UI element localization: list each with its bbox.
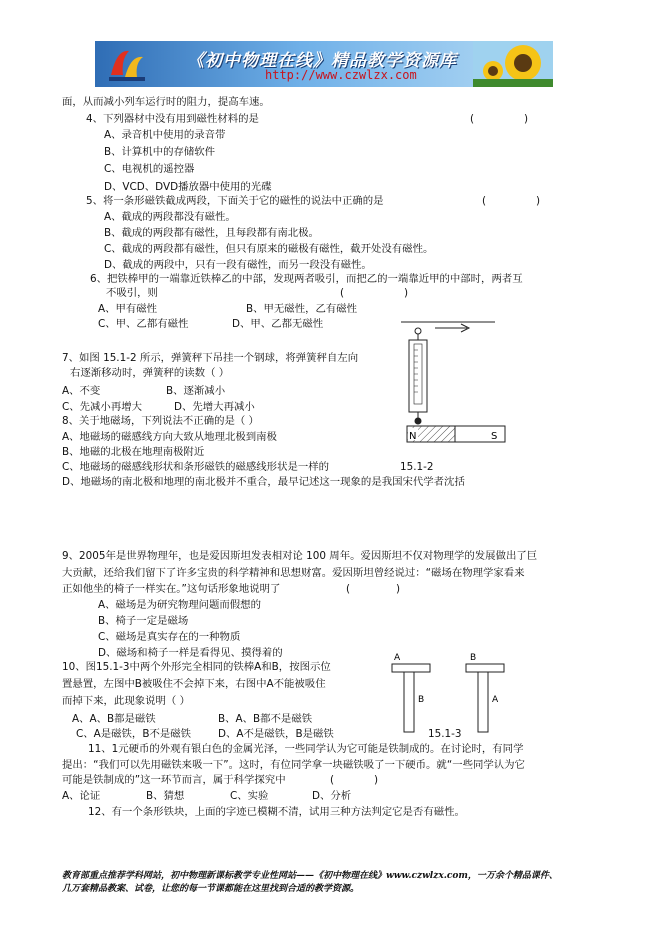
question-6-cont: 不吸引，则 <box>106 287 158 299</box>
option-c: C、截成的两段都有磁性，但只有原来的磁极有磁性，截开处没有磁性。 <box>104 243 434 255</box>
option-a: A、甲有磁性 <box>98 303 158 315</box>
option-d: D、分析 <box>312 790 352 802</box>
steel-ball <box>415 418 422 425</box>
figure-caption: 15.1-2 <box>400 461 434 473</box>
bar-a-horizontal <box>392 664 430 672</box>
magnet-s-label: S <box>491 431 498 442</box>
option-d: D、甲、乙都无磁性 <box>232 318 324 330</box>
option-c: C、实验 <box>230 790 269 802</box>
magnet-n-label: N <box>409 431 417 442</box>
answer-bracket-open: ( <box>482 195 487 207</box>
question-7-cont: 右逐渐移动时，弹簧秤的读数（ ） <box>70 367 230 379</box>
option-a: A、A、B都是磁铁 <box>72 713 156 725</box>
answer-bracket-open: ( <box>340 287 345 299</box>
bar-a-label: A <box>492 695 499 705</box>
question-5: 5、将一条形磁铁截成两段，下面关于它的磁性的说法中正确的是 <box>86 195 384 207</box>
question-11-cont: 提出：“我们可以先用磁铁来吸一下”。这时，有位同学拿一块磁铁吸了一下硬币。就“一些同学认为它 <box>62 759 525 771</box>
answer-bracket-open: ( <box>330 774 335 786</box>
question-10-cont: 而掉下来，此现象说明（ ） <box>62 695 190 707</box>
question-10-cont: 置悬置，左图中B被吸住不会掉下来，右图中A不能被吸住 <box>62 678 326 690</box>
magnet-s-half <box>455 426 505 442</box>
site-title: 《初中物理在线》精品教学资源库 <box>187 51 457 71</box>
bar-b-horizontal <box>466 664 504 672</box>
question-11: 11、1元硬币的外观有银白色的金属光泽，一些同学认为它可能是铁制成的。在讨论时，有同学 <box>88 743 524 755</box>
option-b: B、计算机中的存储软件 <box>104 146 216 158</box>
question-6: 6、把铁棒甲的一端靠近铁棒乙的中部，发现两者吸引，而把乙的一端靠近甲的中部时，两者互 <box>90 273 523 285</box>
option-b: B、截成的两段都有磁性，且每段都有南北极。 <box>104 227 319 239</box>
text-line: 面，从而减小列车运行时的阻力，提高车速。 <box>62 96 270 108</box>
question-9-cont: 正如他坐的椅子一样实在。”这句话形象地说明了 <box>62 583 281 595</box>
option-d: D、截成的两段中，只有一段有磁性，而另一段没有磁性。 <box>104 259 372 271</box>
answer-bracket-close: ) <box>396 583 401 595</box>
footer-line: 几万套精品教案、试卷，让您的每一节课都能在这里找到合适的教学资源。 <box>62 884 360 894</box>
option-c: C、地磁场的磁感线形状和条形磁铁的磁感线形状是一样的 <box>62 461 330 473</box>
option-b: B、逐渐减小 <box>166 385 226 397</box>
option-b: B、甲无磁性，乙有磁性 <box>246 303 358 315</box>
option-d: D、磁场和椅子一样是看得见、摸得着的 <box>98 647 283 659</box>
site-logo-icon <box>107 45 147 83</box>
bar-a-label: A <box>394 653 401 663</box>
question-9-cont: 大贡献，还给我们留下了许多宝贵的科学精神和思想财富。爱因斯坦曾经说过：“磁场在物理学家看来 <box>62 567 525 579</box>
question-7: 7、如图 15.1-2 所示，弹簧秤下吊挂一个钢球，将弹簧秤自左向 <box>62 352 359 364</box>
option-c: C、A是磁铁，B不是磁铁 <box>76 728 192 740</box>
bar-b-label: B <box>418 695 425 705</box>
option-a: A、地磁场的磁感线方向大致从地理北极到南极 <box>62 431 277 443</box>
answer-bracket-open: ( <box>470 113 475 125</box>
answer-bracket-close: ) <box>524 113 529 125</box>
option-b: B、猜想 <box>146 790 185 802</box>
question-9: 9、2005年是世界物理年，也是爱因斯坦发表相对论 100 周年。爱因斯坦不仅对物理学的发展做出了巨 <box>62 550 538 562</box>
option-a: A、录音机中使用的录音带 <box>104 129 226 141</box>
bar-b-vertical <box>404 672 414 732</box>
figure-15-1-2 <box>395 318 515 478</box>
option-d: D、地磁场的南北极和地理的南北极并不重合，最早记述这一现象的是我国宋代学者沈括 <box>62 476 465 488</box>
option-a: A、截成的两段都没有磁性。 <box>104 211 236 223</box>
option-a: A、不变 <box>62 385 101 397</box>
option-a: A、论证 <box>62 790 101 802</box>
header-banner <box>95 41 553 87</box>
bar-b-label: B <box>470 653 477 663</box>
option-c: C、磁场是真实存在的一种物质 <box>98 631 241 643</box>
option-c: C、电视机的遥控器 <box>104 163 195 175</box>
answer-bracket-close: ) <box>374 774 379 786</box>
answer-bracket-open: ( <box>346 583 351 595</box>
option-b: B、地磁的北极在地理南极附近 <box>62 446 205 458</box>
figure-caption: 15.1-3 <box>428 728 462 740</box>
option-b: B、椅子一定是磁场 <box>98 615 189 627</box>
footer-line: 教育部重点推荐学科网站，初中物理新课标教学专业性网站——《初中物理在线》www.czwlzx.com，一万余个精品课件、 <box>62 871 558 881</box>
answer-bracket-close: ) <box>404 287 409 299</box>
sunflower-icon <box>473 41 553 87</box>
option-d: D、A不是磁铁，B是磁铁 <box>218 728 334 740</box>
question-10: 10、图15.1-3中两个外形完全相同的铁棒A和B，按图示位 <box>62 661 331 673</box>
option-c: C、先减小再增大 <box>62 401 142 413</box>
site-url[interactable]: http://www.czwlzx.com <box>265 68 417 82</box>
question-11-cont: 可能是铁制成的”这一环节而言，属于科学探究中 <box>62 774 286 786</box>
question-12: 12、有一个条形铁块，上面的字迹已模糊不清，试用三种方法判定它是否有磁性。 <box>88 806 465 818</box>
question-4: 4、下列器材中没有用到磁性材料的是 <box>86 113 259 125</box>
option-d: D、先增大再减小 <box>174 401 255 413</box>
option-a: A、磁场是为研究物理问题而假想的 <box>98 599 261 611</box>
bar-a-vertical <box>478 672 488 732</box>
question-8: 8、关于地磁场，下列说法不正确的是（ ） <box>62 415 259 427</box>
option-d: D、VCD、DVD播放器中使用的光碟 <box>104 181 272 193</box>
option-b: B、A、B都不是磁铁 <box>218 713 313 725</box>
option-c: C、甲、乙都有磁性 <box>98 318 189 330</box>
answer-bracket-close: ) <box>536 195 541 207</box>
